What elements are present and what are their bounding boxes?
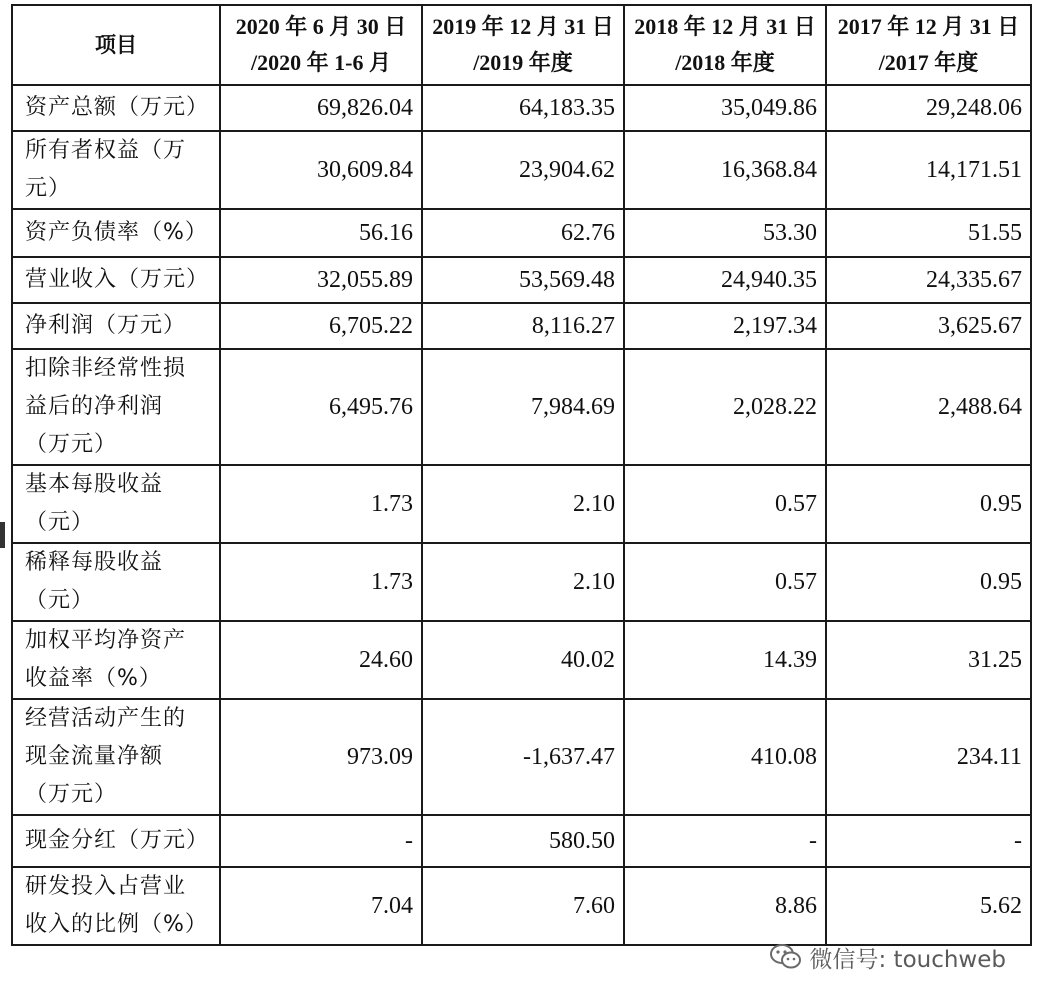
- row-value: 7.04: [220, 867, 422, 945]
- header-period-2020h1: 2020 年 6 月 30 日 /2020 年 1-6 月: [220, 5, 422, 85]
- header-period-2017: 2017 年 12 月 31 日 /2017 年度: [826, 5, 1031, 85]
- row-value: 5.62: [826, 867, 1031, 945]
- row-value: 580.50: [422, 815, 624, 867]
- table-row: [12, 815, 1031, 867]
- row-value: 30,609.84: [220, 131, 422, 209]
- financial-summary-table: [11, 4, 1032, 946]
- table-body: [12, 85, 1031, 945]
- header-period-2019: 2019 年 12 月 31 日 /2019 年度: [422, 5, 624, 85]
- row-value: 3,625.67: [826, 303, 1031, 349]
- row-value: -: [624, 815, 826, 867]
- row-value: 2.10: [422, 465, 624, 543]
- row-label: 现金分红（万元）: [12, 815, 220, 867]
- row-value: 2.10: [422, 543, 624, 621]
- row-value: 7.60: [422, 867, 624, 945]
- table-row: [12, 131, 1031, 209]
- header-period-2018: 2018 年 12 月 31 日 /2018 年度: [624, 5, 826, 85]
- table-row: [12, 303, 1031, 349]
- row-value: 14,171.51: [826, 131, 1031, 209]
- row-value: 410.08: [624, 699, 826, 815]
- row-label: 研发投入占营业 收入的比例（%）: [12, 867, 220, 945]
- row-value: 234.11: [826, 699, 1031, 815]
- row-value: 1.73: [220, 465, 422, 543]
- row-value: 24,335.67: [826, 257, 1031, 303]
- watermark-text: 微信号: touchweb: [809, 946, 1006, 973]
- row-value: 24,940.35: [624, 257, 826, 303]
- row-value: 16,368.84: [624, 131, 826, 209]
- row-value: 6,705.22: [220, 303, 422, 349]
- table-row: [12, 465, 1031, 543]
- row-label: 净利润（万元）: [12, 303, 220, 349]
- table-row: [12, 621, 1031, 699]
- row-value: 2,488.64: [826, 349, 1031, 465]
- table-row: [12, 699, 1031, 815]
- row-value: 31.25: [826, 621, 1031, 699]
- row-value: 24.60: [220, 621, 422, 699]
- row-value: 40.02: [422, 621, 624, 699]
- row-label: 基本每股收益 （元）: [12, 465, 220, 543]
- page-edge-mark: [0, 522, 5, 548]
- row-label: 扣除非经常性损 益后的净利润 （万元）: [12, 349, 220, 465]
- row-value: -1,637.47: [422, 699, 624, 815]
- row-value: 8,116.27: [422, 303, 624, 349]
- row-value: 64,183.35: [422, 85, 624, 131]
- table-row: [12, 349, 1031, 465]
- row-label: 稀释每股收益 （元）: [12, 543, 220, 621]
- row-value: 6,495.76: [220, 349, 422, 465]
- table-row: [12, 209, 1031, 257]
- row-value: 14.39: [624, 621, 826, 699]
- row-value: 56.16: [220, 209, 422, 257]
- row-label: 所有者权益（万 元）: [12, 131, 220, 209]
- row-value: 69,826.04: [220, 85, 422, 131]
- row-value: 0.57: [624, 465, 826, 543]
- row-value: 2,028.22: [624, 349, 826, 465]
- table-row: [12, 85, 1031, 131]
- row-value: 35,049.86: [624, 85, 826, 131]
- row-value: 0.95: [826, 543, 1031, 621]
- row-value: 29,248.06: [826, 85, 1031, 131]
- row-value: 0.57: [624, 543, 826, 621]
- row-value: 32,055.89: [220, 257, 422, 303]
- row-value: 23,904.62: [422, 131, 624, 209]
- row-value: 973.09: [220, 699, 422, 815]
- row-value: 51.55: [826, 209, 1031, 257]
- row-value: 62.76: [422, 209, 624, 257]
- row-value: 2,197.34: [624, 303, 826, 349]
- row-value: -: [220, 815, 422, 867]
- wechat-icon: [769, 943, 803, 971]
- row-value: -: [826, 815, 1031, 867]
- row-value: 8.86: [624, 867, 826, 945]
- table-row: [12, 543, 1031, 621]
- header-row: [12, 5, 1031, 85]
- row-label: 加权平均净资产 收益率（%）: [12, 621, 220, 699]
- row-value: 53,569.48: [422, 257, 624, 303]
- row-value: 0.95: [826, 465, 1031, 543]
- row-value: 7,984.69: [422, 349, 624, 465]
- table-row: [12, 867, 1031, 945]
- table-row: [12, 257, 1031, 303]
- header-item: 项目: [12, 5, 220, 85]
- row-value: 53.30: [624, 209, 826, 257]
- row-label: 营业收入（万元）: [12, 257, 220, 303]
- row-label: 经营活动产生的 现金流量净额 （万元）: [12, 699, 220, 815]
- row-value: 1.73: [220, 543, 422, 621]
- row-label: 资产负债率（%）: [12, 209, 220, 257]
- watermark: [769, 942, 1006, 972]
- row-label: 资产总额（万元）: [12, 85, 220, 131]
